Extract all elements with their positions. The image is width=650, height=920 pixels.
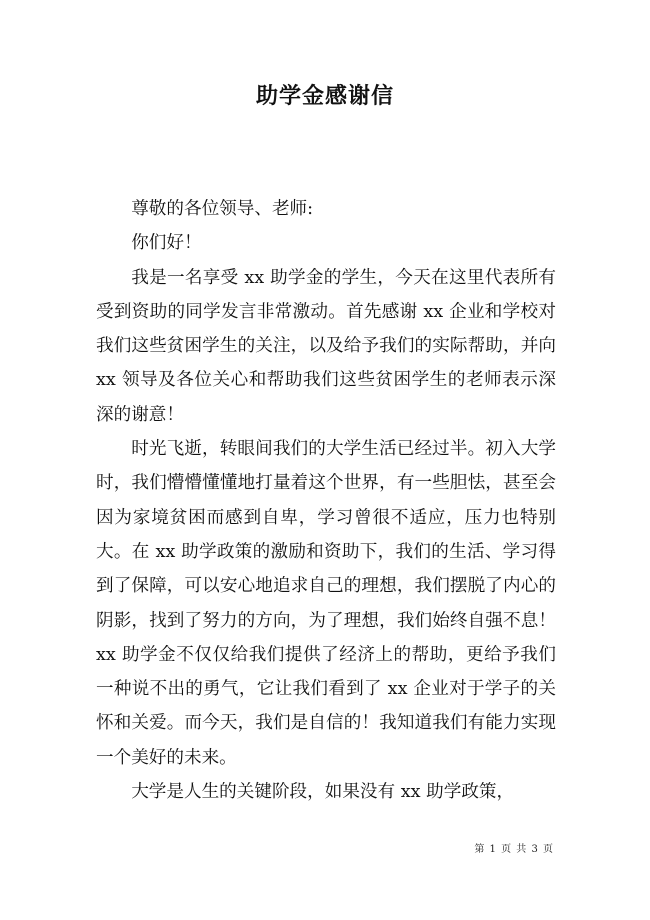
paragraph: 时光飞逝，转眼间我们的大学生活已经过半。初入大学时，我们懵懵懂懂地打量着这个世界，有一些胆怯，甚至会因为家境贫困而感到自卑，学习曾很不适应，压力也特别大。在 xx 助学政策的激励和资助下，我们的生活、学习得到了保障，可以安心地追求自己的理想，我们摆脱了内心的阴影，找到了努力的方向，为了理想，我们始终自强不息！xx 助学金不仅仅给我们提供了经济上的帮助，更给予我们一种说不出的勇气，它让我们看到了 xx 企业对于学子的关怀和关爱。而今天，我们是自信的！我知道我们有能力实现一个美好的未来。: [96, 439, 556, 768]
paragraph: 大学是人生的关键阶段，如果没有 xx 助学政策，: [131, 782, 515, 803]
greeting: 你们好！: [131, 233, 202, 254]
page-footer: [474, 844, 554, 856]
page-title: 助学金感谢信: [255, 84, 394, 109]
paragraph: 我是一名享受 xx 助学金的学生，今天在这里代表所有受到资助的同学发言非常激动。首先感谢 xx 企业和学校对我们这些贫困学生的关注，以及给予我们的实际帮助，并向 xx 领导及各位关心和帮助我们这些贫困学生的老师表示深深的谢意！: [96, 267, 556, 425]
page-number: 第 1 页 共 3 页: [474, 844, 554, 855]
letter-body: [96, 192, 556, 809]
salutation: 尊敬的各位领导、老师:: [131, 199, 314, 219]
